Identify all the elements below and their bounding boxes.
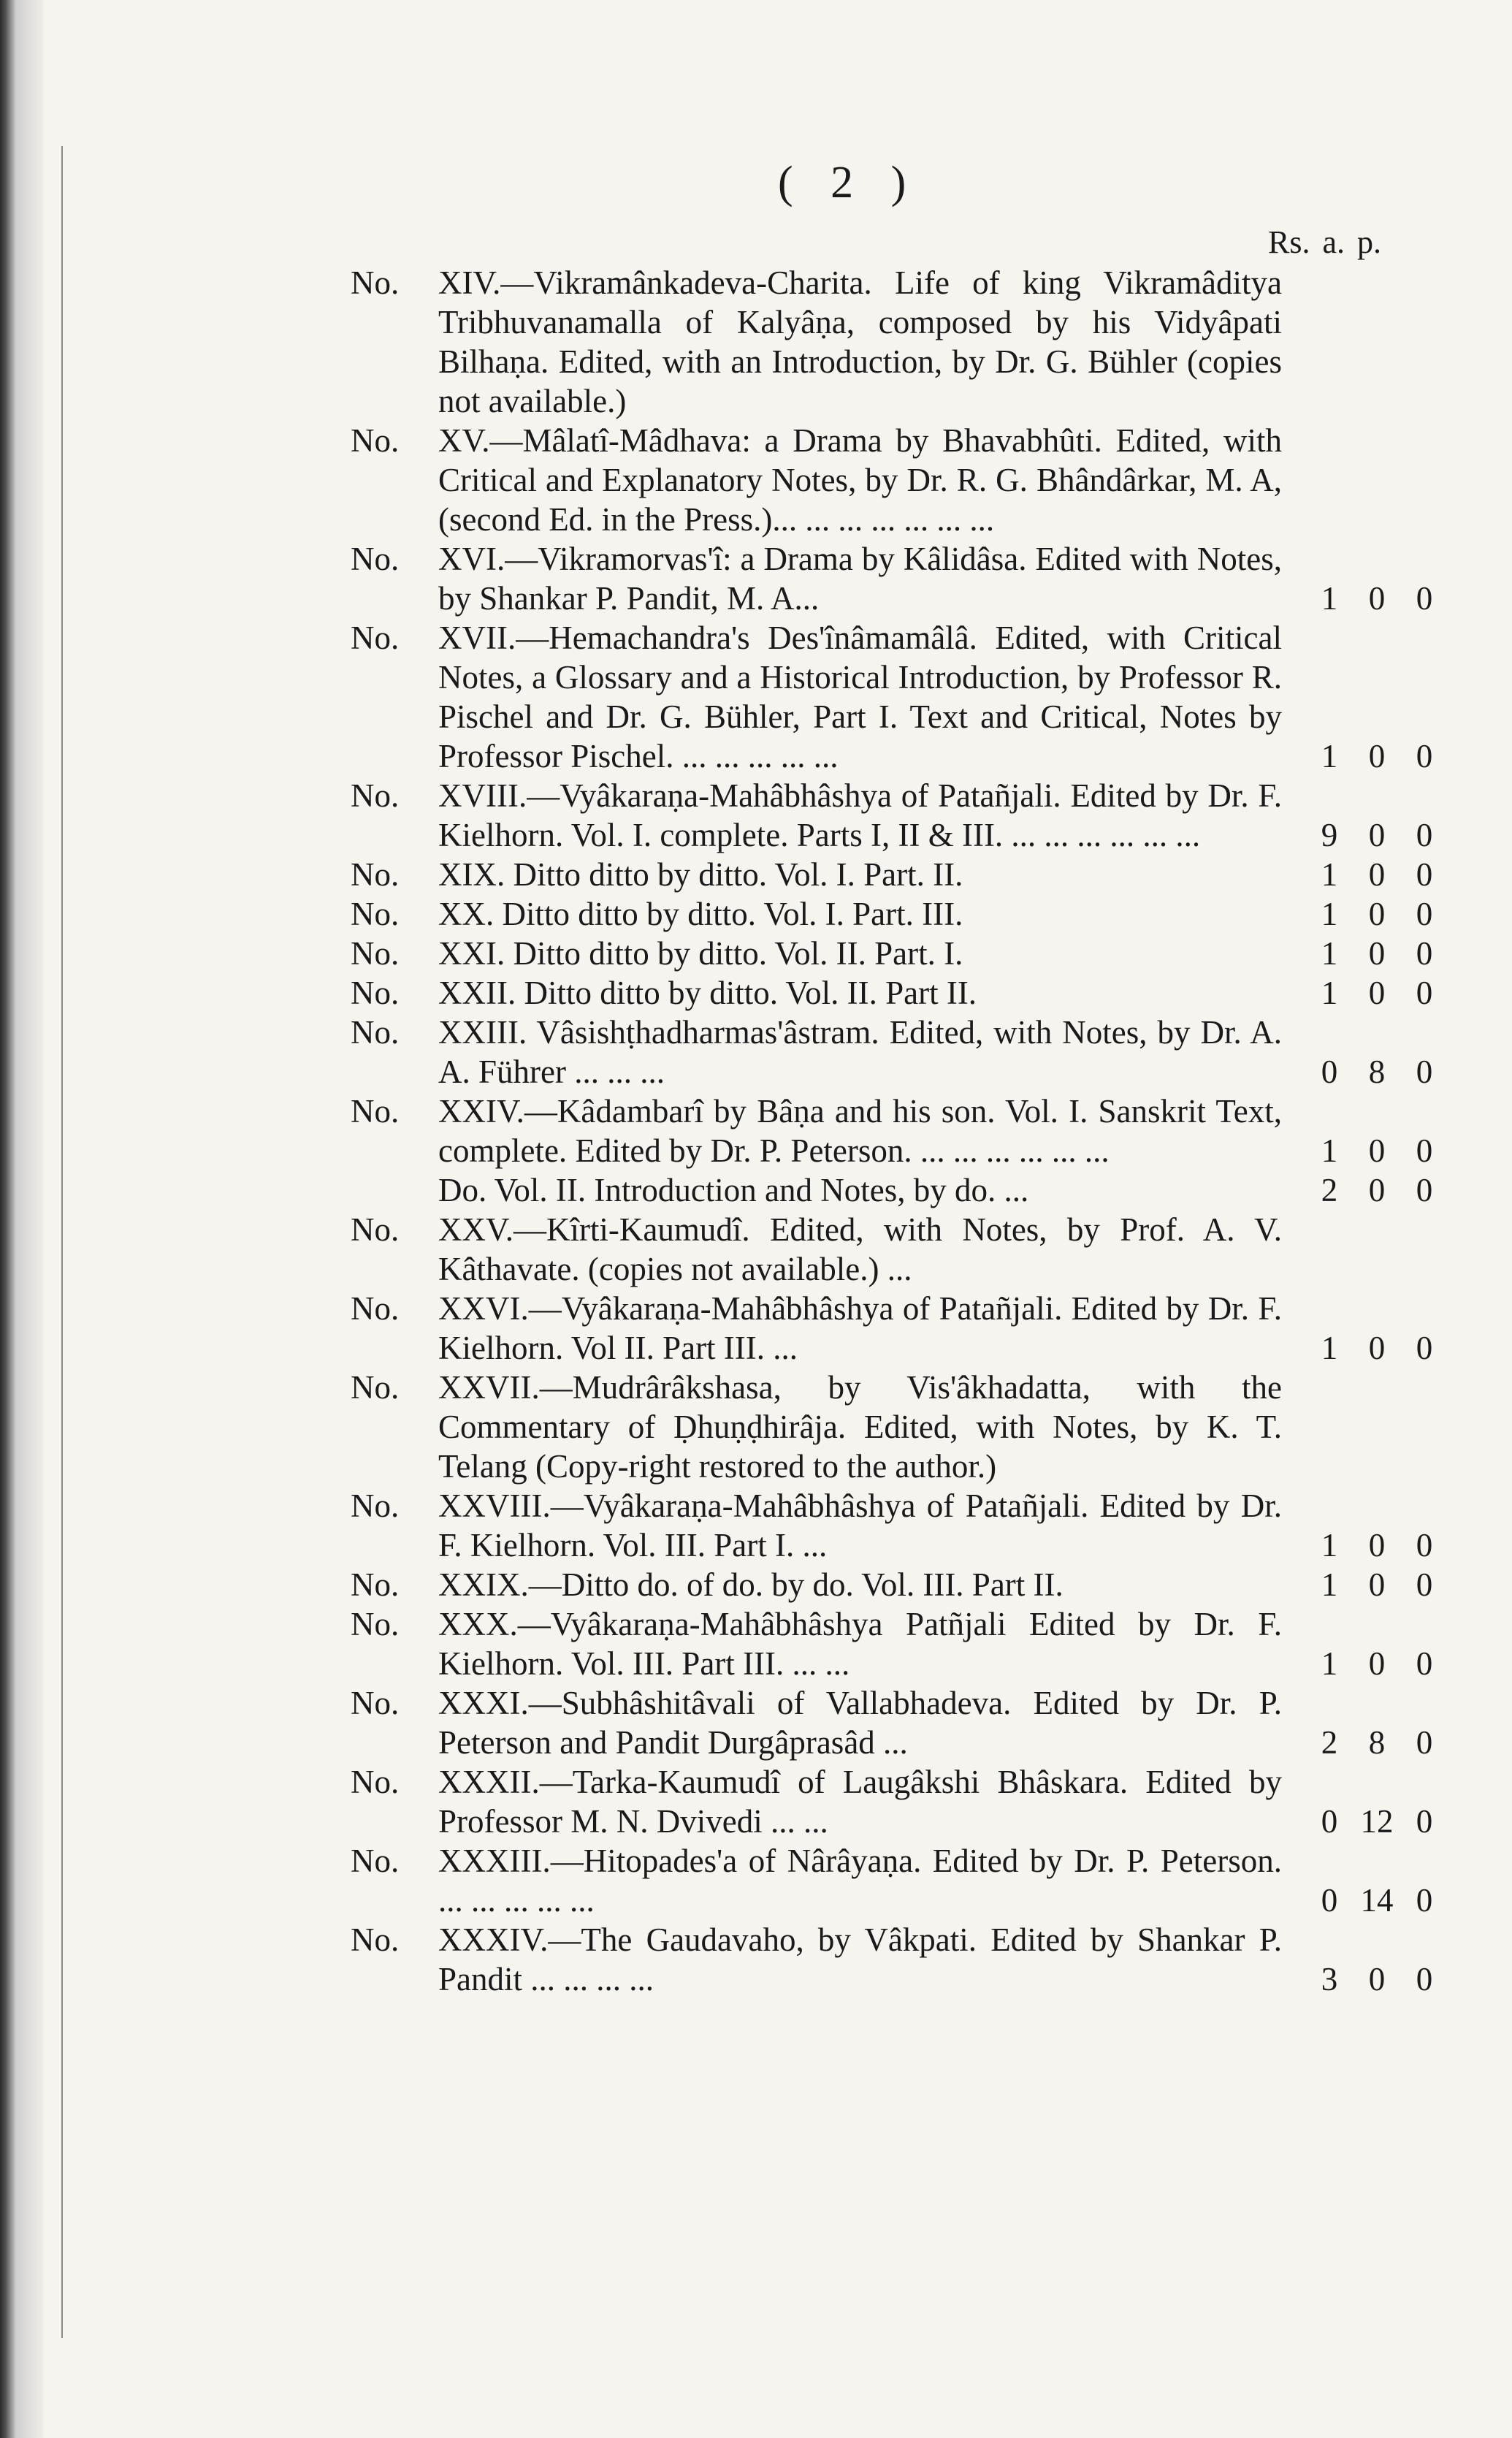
catalogue-entry [351,1841,1446,1920]
entry-price [1293,894,1446,934]
entry-title: XXII. Ditto ditto by ditto. Vol. II. Part II. [438,975,977,1011]
catalogue-entry [351,539,1446,618]
entry-title: XXIII. Vâsishṭhadharmas'âstram. Edited, with Notes, by Dr. A. A. Führer ... ... ... [438,1014,1282,1090]
catalogue-entry [351,1368,1446,1486]
entry-number-label: No. [351,1921,400,1958]
entry-body [351,539,1293,618]
price-pice: 0 [1416,935,1433,972]
entry-title: XXVIII.—Vyâkaraṇa-Mahâbhâshya of Patañjali. Edited by Dr. F. Kielhorn. Vol. III. Part I. ... [438,1487,1282,1563]
price-rupees: 1 [1321,935,1338,972]
price-rupees: 1 [1321,738,1338,774]
entry-number-label: No. [351,975,400,1011]
price-annas: 0 [1368,935,1386,972]
entry-price [1293,1525,1446,1565]
entry-body [351,1368,1293,1486]
price-annas: 0 [1368,856,1386,893]
entry-body [351,776,1293,855]
price-rupees: 1 [1321,975,1338,1011]
price-rupees: 1 [1321,1132,1338,1169]
entry-title: XXVII.—Mudrârâkshasa, by Vis'âkhadatta, with the Commentary of Ḍhuṇḍhirâja. Edited, with Notes, by K. T. Telang (Copy-right restored to the author.) [438,1369,1282,1485]
entry-title: Do. Vol. II. Introduction and Notes, by do. ... [438,1172,1029,1208]
price-pice: 0 [1416,1054,1433,1090]
price-pice: 0 [1416,896,1433,932]
price-rupees: 1 [1321,1527,1338,1563]
entry-number-label: No. [351,1369,400,1406]
entry-number-label: No. [351,896,400,932]
entry-number-label: No. [351,1606,400,1642]
price-pice: 0 [1416,856,1433,893]
entry-title: XXXII.—Tarka-Kaumudî of Laugâkshi Bhâskara. Edited by Professor M. N. Dvivedi ... ... [438,1764,1282,1840]
entry-price [1293,1565,1446,1604]
price-rupees: 1 [1321,896,1338,932]
entry-title: XXI. Ditto ditto by ditto. Vol. II. Part. I. [438,935,963,972]
price-annas: 0 [1368,975,1386,1011]
price-annas: 0 [1368,1961,1386,1997]
entry-number-label: No. [351,1290,400,1327]
entry-number-label: No. [351,1843,400,1879]
catalogue-entry [351,1013,1446,1092]
price-pice: 0 [1416,975,1433,1011]
price-pice: 0 [1416,1645,1433,1682]
catalogue-entry [351,1210,1446,1289]
entry-body [351,1920,1293,1999]
entry-price [1293,1131,1446,1170]
price-pice: 0 [1416,738,1433,774]
catalogue-entry [351,1604,1446,1683]
entry-title: XXIX.—Ditto do. of do. by do. Vol. III. Part II. [438,1566,1064,1603]
currency-column-header: Rs. a. p. [1268,224,1381,260]
entry-body [351,1092,1293,1170]
entry-price [1293,1802,1446,1841]
entry-title: XXXIV.—The Gaudavaho, by Vâkpati. Edited by Shankar P. Pandit ... ... ... ... [438,1921,1282,1997]
price-rupees: 0 [1321,1803,1338,1840]
entry-body [351,894,1293,934]
page-number: ( 2 ) [778,158,920,207]
price-annas: 8 [1368,1054,1386,1090]
entry-title: XXXIII.—Hitopades'a of Nârâyaṇa. Edited by Dr. P. Peterson. ... ... ... ... ... [438,1843,1282,1919]
price-rupees: 0 [1321,1054,1338,1090]
entry-title: XXV.—Kîrti-Kaumudî. Edited, with Notes, by Prof. A. V. Kâthavate. (copies not available.) ... [438,1211,1282,1287]
entry-number-label: No. [351,1014,400,1051]
entry-number-label: No. [351,1093,400,1130]
price-rupees: 1 [1321,856,1338,893]
price-rupees: 2 [1321,1172,1338,1208]
price-pice: 0 [1416,1566,1433,1603]
entry-price [1293,1723,1446,1762]
entry-body [351,421,1293,539]
catalogue-entry [351,1486,1446,1565]
catalogue-entry [351,1920,1446,1999]
price-annas: 0 [1368,738,1386,774]
book-spine-shadow [0,0,44,2438]
entry-number-label: No. [351,777,400,814]
entry-price [1293,1328,1446,1368]
price-annas: 0 [1368,1132,1386,1169]
entry-body [351,855,1293,894]
price-annas: 0 [1368,1645,1386,1682]
entry-price [1293,579,1446,618]
catalogue-entry [351,973,1446,1013]
catalogue-entry [351,1565,1446,1604]
entry-title: XX. Ditto ditto by ditto. Vol. I. Part. III. [438,896,963,932]
entry-body [351,1486,1293,1565]
entry-number-label: No. [351,1566,400,1603]
entry-price [1293,1959,1446,1999]
entry-title: XVII.—Hemachandra's Des'înâmamâlâ. Edited, with Critical Notes, a Glossary and a Historical Introduction, by Professor R. Pischel and Dr. G. Bühler, Part I. Text and Critical, Notes by Professor Pischel. ... ... ... ... ... [438,620,1282,774]
catalogue-entry [351,855,1446,894]
price-pice: 0 [1416,1882,1433,1919]
entry-title: XVI.—Vikramorvas'î: a Drama by Kâlidâsa. Edited with Notes, by Shankar P. Pandit, M. A... [438,541,1282,617]
entry-number-label: No. [351,422,400,459]
entry-body [351,1604,1293,1683]
entry-body [351,1013,1293,1092]
price-annas: 14 [1360,1882,1394,1919]
entry-body [351,973,1293,1013]
price-annas: 0 [1368,1330,1386,1366]
entry-title: XXIV.—Kâdambarî by Bâṇa and his son. Vol. I. Sanskrit Text, complete. Edited by Dr. P. Peterson. ... ... ... ... ... ... [438,1093,1282,1169]
entry-number-label: No. [351,541,400,577]
entry-price [1293,1644,1446,1683]
entry-price [1293,934,1446,973]
entry-price [1293,1170,1446,1210]
entry-title: XXXI.—Subhâshitâvali of Vallabhadeva. Edited by Dr. P. Peterson and Pandit Durgâprasâd ... [438,1685,1282,1761]
entry-number-label: No. [351,1211,400,1248]
price-annas: 8 [1368,1724,1386,1761]
price-annas: 0 [1368,817,1386,853]
entry-title: XIV.—Vikramânkadeva-Charita. Life of king Vikramâditya Tribhuvanamalla of Kalyâṇa, composed by his Vidyâpati Bilhaṇa. Edited, with an Introduction, by Dr. G. Bühler (copies not available.) [438,264,1282,419]
entry-body [351,1841,1293,1920]
margin-rule [61,146,63,2338]
entry-price [1293,736,1446,776]
price-rupees: 1 [1321,1566,1338,1603]
catalogue-entry [351,1762,1446,1841]
entry-title: XIX. Ditto ditto by ditto. Vol. I. Part. II. [438,856,963,893]
entry-body [351,1762,1293,1841]
entry-body [351,1683,1293,1762]
entry-body [351,1210,1293,1289]
entry-title: XVIII.—Vyâkaraṇa-Mahâbhâshya of Patañjali. Edited by Dr. F. Kielhorn. Vol. I. complete. Parts I, II & III. ... ... ... ... ... ... [438,777,1282,853]
entry-body [351,934,1293,973]
entry-number-label: No. [351,264,400,301]
price-rupees: 2 [1321,1724,1338,1761]
price-rupees: 1 [1321,580,1338,617]
price-rupees: 9 [1321,817,1338,853]
entry-price [1293,1881,1446,1920]
entry-body [351,618,1293,776]
entry-price [1293,973,1446,1013]
price-rupees: 1 [1321,1645,1338,1682]
entry-title: XV.—Mâlatî-Mâdhava: a Drama by Bhavabhûti. Edited, with Critical and Explanatory Notes, by Dr. R. G. Bhândârkar, M. A, (second Ed. in the Press.)... ... ... ... ... ... ... [438,422,1282,538]
entry-price [1293,1052,1446,1092]
price-annas: 12 [1360,1803,1394,1840]
price-pice: 0 [1416,817,1433,853]
entry-body [351,1170,1293,1210]
price-annas: 0 [1368,1566,1386,1603]
price-pice: 0 [1416,1961,1433,1997]
catalogue-list [351,263,1446,1999]
entry-body [351,263,1293,421]
price-pice: 0 [1416,1724,1433,1761]
catalogue-entry [351,934,1446,973]
price-rupees: 0 [1321,1882,1338,1919]
catalogue-entry [351,776,1446,855]
price-rupees: 3 [1321,1961,1338,1997]
price-pice: 0 [1416,1527,1433,1563]
entry-number-label: No. [351,856,400,893]
price-rupees: 1 [1321,1330,1338,1366]
catalogue-entry [351,1289,1446,1368]
entry-number-label: No. [351,620,400,656]
catalogue-entry [351,1170,1446,1210]
entry-number-label: No. [351,1764,400,1800]
catalogue-entry [351,1683,1446,1762]
catalogue-entry [351,894,1446,934]
entry-number-label: No. [351,935,400,972]
price-pice: 0 [1416,1803,1433,1840]
entry-price [1293,815,1446,855]
catalogue-entry [351,1092,1446,1170]
price-pice: 0 [1416,1172,1433,1208]
price-pice: 0 [1416,1132,1433,1169]
entry-price [1293,855,1446,894]
entry-body [351,1565,1293,1604]
entry-number-label: No. [351,1487,400,1524]
catalogue-entry [351,421,1446,539]
price-annas: 0 [1368,1172,1386,1208]
entry-body [351,1289,1293,1368]
catalogue-entry [351,263,1446,421]
catalogue-entry [351,618,1446,776]
entry-title: XXVI.—Vyâkaraṇa-Mahâbhâshya of Patañjali. Edited by Dr. F. Kielhorn. Vol II. Part III. ... [438,1290,1282,1366]
price-pice: 0 [1416,1330,1433,1366]
price-annas: 0 [1368,896,1386,932]
price-annas: 0 [1368,1527,1386,1563]
price-pice: 0 [1416,580,1433,617]
entry-number-label: No. [351,1685,400,1721]
entry-title: XXX.—Vyâkaraṇa-Mahâbhâshya Patñjali Edited by Dr. F. Kielhorn. Vol. III. Part III. ... ... [438,1606,1282,1682]
price-annas: 0 [1368,580,1386,617]
